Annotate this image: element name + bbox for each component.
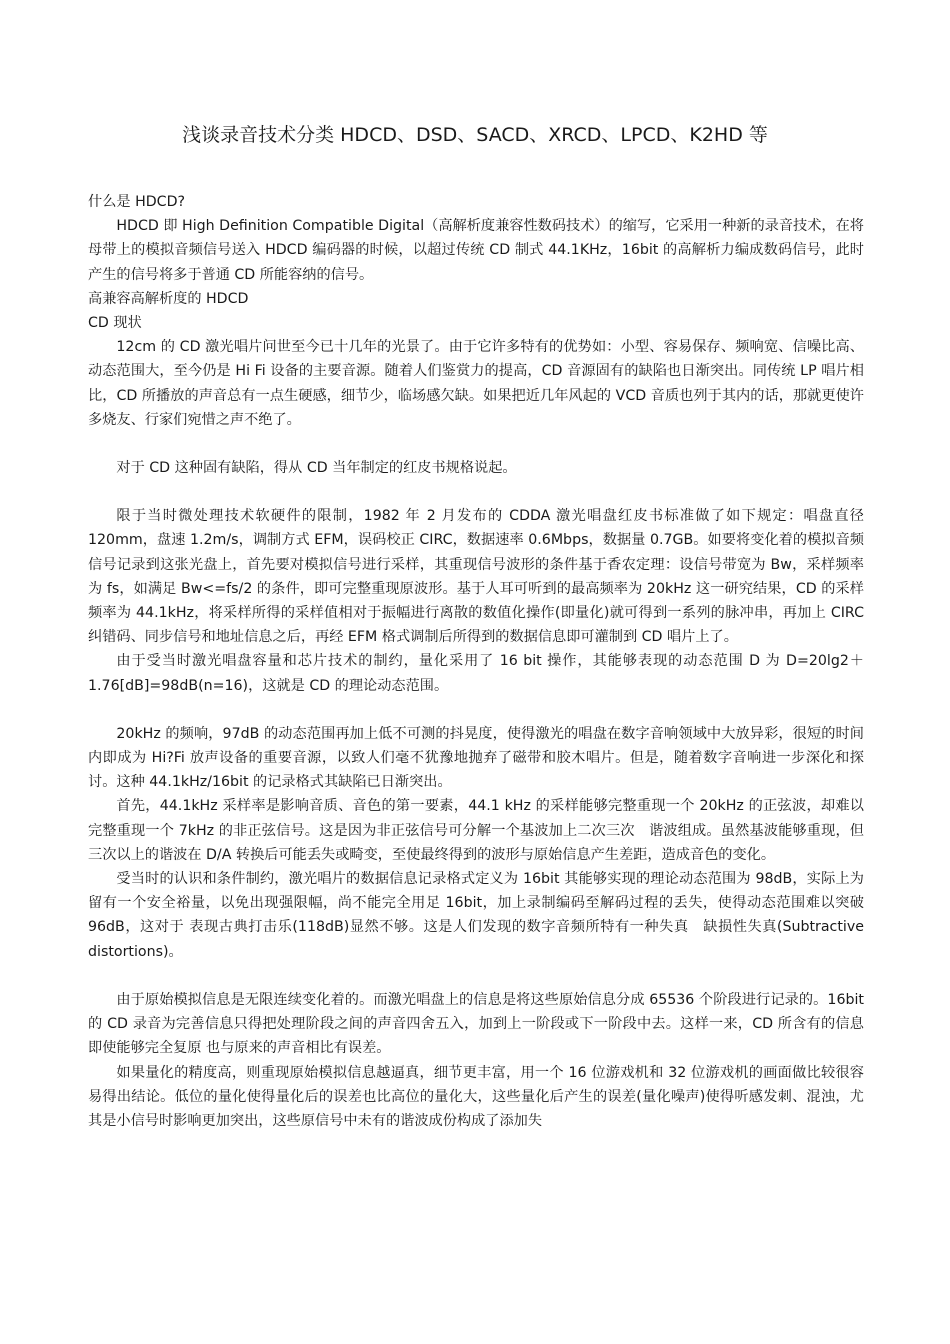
paragraph: 对于 CD 这种固有缺陷，得从 CD 当年制定的红皮书规格说起。 [116,460,517,477]
paragraph: HDCD 即 High Definition Compatible Digital（高解析度兼容性数码技术）的缩写，它采用一种新的录音技术，在将母带上的模拟音频信号送入 HDCD 编码器的时候，以超过传统 CD 制式 44.1KHz，16bit 的高解析力编成数码信号，此时产生的信号将多于普通 CD 所能容纳的信号。 [88,218,864,283]
paragraph: 什么是 HDCD? [88,194,186,210]
paragraph: CD 现状 [88,315,142,332]
paragraph: 高兼容高解析度的 HDCD [88,290,249,307]
paragraph: 由于原始模拟信息是无限连续变化着的。而激光唱盘上的信息是将这些原始信息分成 65536 个阶段进行记录的。16bit 的 CD 录音为完善信息只得把处理阶段之间的声音四舍五入，加到上一阶段或下一阶段中去。这样一来，CD 所含有的信息即使能够完全复原 也与原来的声音相比有误差。 [88,991,864,1057]
document-title: 浅谈录音技术分类 HDCD、DSD、SACD、XRCD、LPCD、K2HD 等 [182,124,768,146]
paragraph: 首先，44.1kHz 采样率是影响音质、音色的第一要素，44.1 kHz 的采样能够完整重现一个 20kHz 的正弦波，却难以完整重现一个 7kHz 的非正弦信号。这是因为非正弦信号可分解一个基波加上二次三次 谐波组成。虽然基波能够重现，但三次以上的谐波在 D/A 转换后可能丢失或畸变，至使最终得到的波形与原始信息产生差距，造成音色的变化。 [88,798,864,863]
document-body [88,190,864,1133]
paragraph: 12cm 的 CD 激光唱片问世至今已十几年的光景了。由于它许多特有的优势如：小型、容易保存、频响宽、信噪比高、动态范围大，至今仍是 Hi Fi 设备的主要音源。随着人们鉴赏力的提高，CD 音源固有的缺陷也日渐突出。同传统 LP 唱片相比，CD 所播放的声音总有一点生硬感，细节少，临场感欠缺。如果把近几年风起的 VCD 音质也列于其内的话，那就更使许多烧友、行家们宛惜之声不绝了。 [88,339,864,428]
paragraph: 受当时的认识和条件制约，激光唱片的数据信息记录格式定义为 16bit 其能够实现的理论动态范围为 98dB，实际上为留有一个安全裕量，以免出现强限幅，尚不能完全用足 16bit，加上录制编码至解码过程的丢失，使得动态范围难以突破 96dB，这对于 表现古典打击乐(118dB)显然不够。这是人们发现的数字音频所特有一种失真 缺损性失真(Subtractive distortions)。 [88,871,864,960]
paragraph: 如果量化的精度高，则重现原始模拟信息越逼真，细节更丰富，用一个 16 位游戏机和 32 位游戏机的画面做比较很容易得出结论。低位的量化使得量化后的误差也比高位的量化大，这些量化后产生的误差(量化噪声)使得听感发刺、混浊，尤其是小信号时影响更加突出，这些原信号中未有的谐波成份构成了添加失 [88,1064,864,1129]
paragraph: 20kHz 的频响，97dB 的动态范围再加上低不可测的抖晃度，使得激光的唱盘在数字音响领域中大放异彩，很短的时间内即成为 Hi?Fi 放声设备的重要音源，以致人们毫不犹豫地抛弃了磁带和胶木唱片。但是，随着数字音响进一步深化和探讨。这种 44.1kHz/16bit 的记录格式其缺陷已日渐突出。 [88,725,864,791]
paragraph: 限于当时微处理技术软硬件的限制，1982 年 2 月发布的 CDDA 激光唱盘红皮书标准做了如下规定：唱盘直径 120mm，盘速 1.2m/s，调制方式 EFM，误码校正 CIRC，数据速率 0.6Mbps，数据量 0.7GB。如要将变化着的模拟音频信号记录到这张光盘上，首先要对模拟信号进行采样，其重现信号波形的条件基于香农定理：设信号带宽为 Bw，采样频率为 fs，如满足 Bw<=fs/2 的条件，即可完整重现原波形。基于人耳可听到的最高频率为 20kHz 这一研究结果，CD 的采样频率为 44.1kHz，将采样所得的采样值相对于振幅进行离散的数值化操作(即量化)就可得到一系列的脉冲串，再加上 CIRC 纠错码、同步信号和地址信息之后，再经 EFM 格式调制后所得到的数据信息即可灌制到 CD 唱片上了。 [88,508,864,646]
paragraph: 由于受当时激光唱盘容量和芯片技术的制约，量化采用了 16 bit 操作，其能够表现的动态范围 D 为 D=20lg2＋1.76[dB]=98dB(n=16)，这就是 CD 的理论动态范围。 [88,653,864,694]
